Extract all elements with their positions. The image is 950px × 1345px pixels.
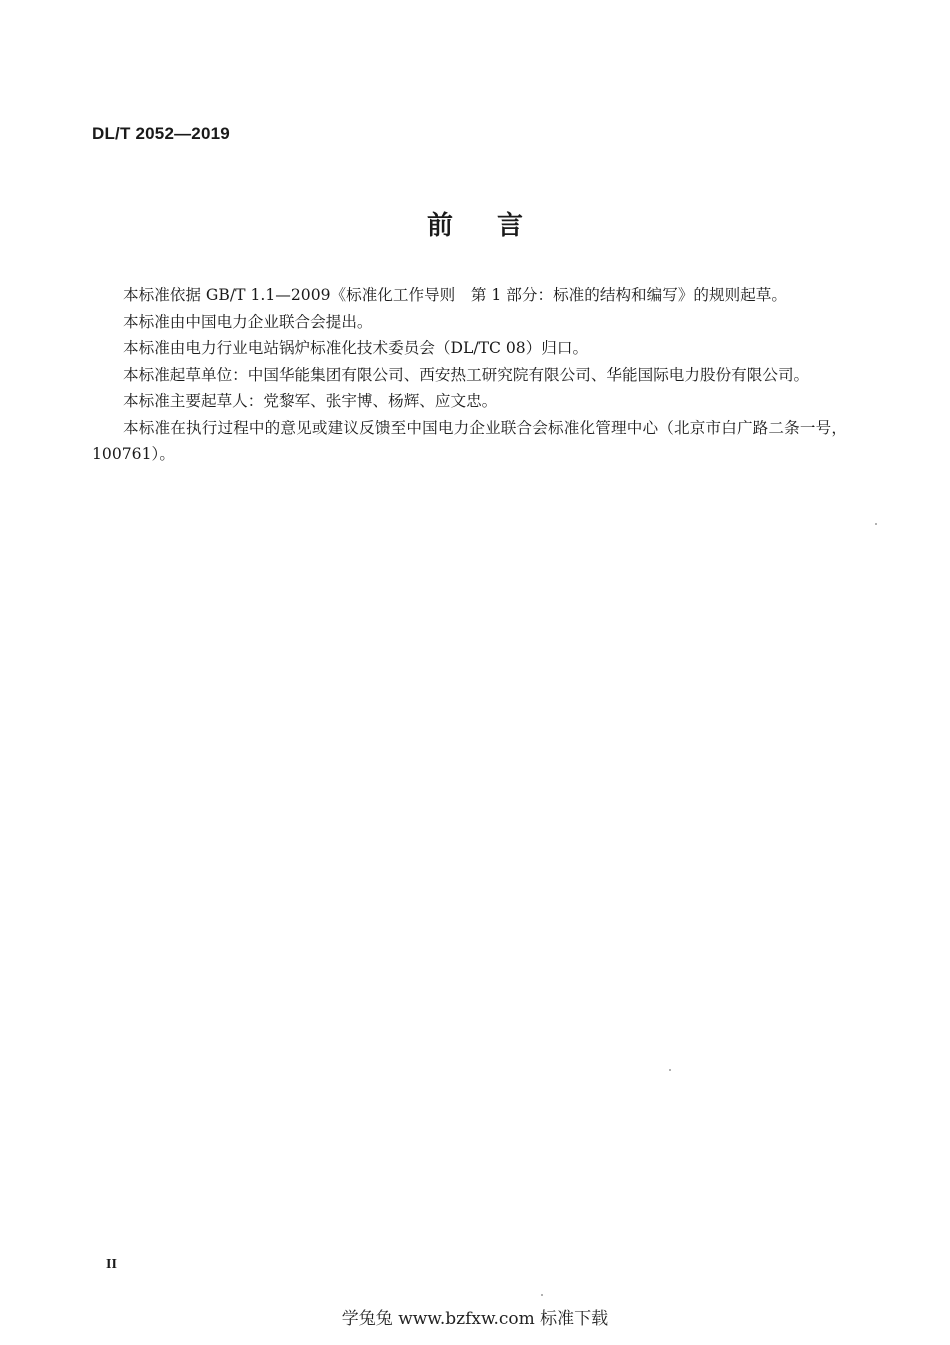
- page-number: II: [106, 1257, 117, 1272]
- paragraph-proposer: 本标准由中国电力企业联合会提出。: [123, 312, 373, 331]
- scan-speck: [541, 1294, 543, 1296]
- page-title: 前言: [426, 211, 567, 241]
- scan-speck: [669, 1069, 671, 1071]
- scan-speck: [875, 523, 877, 525]
- paragraph-drafters: 本标准主要起草人：党黎军、张宇博、杨辉、应文忠。: [123, 392, 498, 410]
- paragraph-feedback: 本标准在执行过程中的意见或建议反馈至中国电力企业联合会标准化管理中心（北京市白广路二条一号，100761）。: [92, 418, 847, 463]
- paragraph-drafting-rules: 本标准依据 GB/T 1.1—2009《标准化工作导则 第 1 部分：标准的结构和编写》的规则起草。: [123, 286, 787, 304]
- standard-code: DL/T 2052—2019: [92, 124, 230, 143]
- paragraph-drafting-units: 本标准起草单位：中国华能集团有限公司、西安热工研究院有限公司、华能国际电力股份有限公司。: [123, 365, 810, 384]
- foreword-body: [92, 282, 847, 468]
- footer-watermark: 学兔兔 www.bzfxw.com 标准下载: [341, 1309, 609, 1329]
- paragraph-committee: 本标准由电力行业电站锅炉标准化技术委员会（DL/TC 08）归口。: [123, 339, 589, 357]
